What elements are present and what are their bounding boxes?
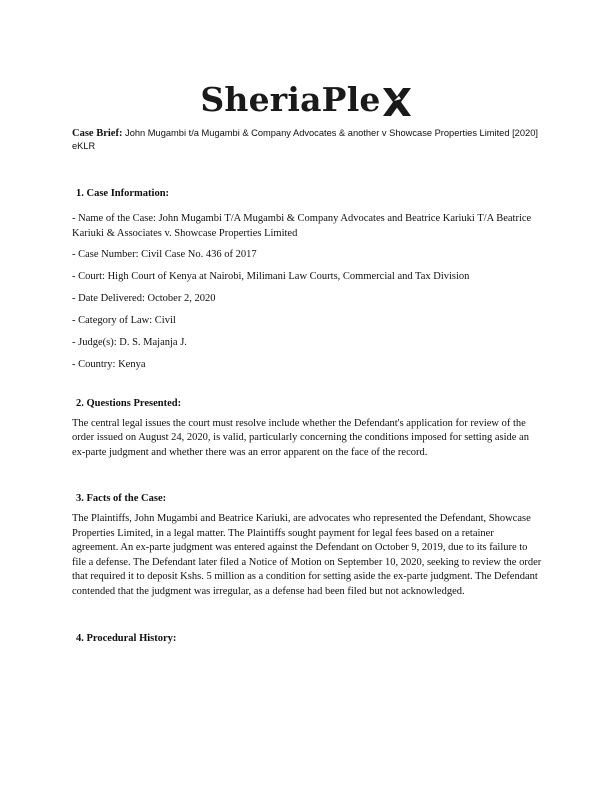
document-body [72,187,542,646]
section-heading-case-information: 1. Case Information: [76,188,170,199]
court-line: - Court: High Court of Kenya at Nairobi, Milimani Law Courts, Commercial and Tax Division [72,271,470,282]
case-number-line: - Case Number: Civil Case No. 436 of 2017 [72,249,257,260]
date-delivered-line: - Date Delivered: October 2, 2020 [72,293,216,304]
country-line: - Country: Kenya [72,359,146,370]
section-heading-questions-presented: 2. Questions Presented: [76,397,182,409]
case-name-line: - Name of the Case: John Mugambi T/A Mugambi & Company Advocates and Beatrice Kariuki T/A Beatrice Kariuki & Associates v. Showcase Properties Limited [72,213,532,239]
section-heading-procedural-history: 4. Procedural History: [76,633,177,644]
case-brief-title: John Mugambi t/a Mugambi & Company Advocates & another v Showcase Properties Limited [2020] eKLR [72,128,538,151]
logo-text: SheriaPle [200,80,381,119]
judges-line: - Judge(s): D. S. Majanja J. [72,337,187,348]
sheriaplex-logo [0,78,612,122]
logo-x-mark [382,85,412,119]
category-line: - Category of Law: Civil [72,315,176,326]
case-brief [72,127,542,153]
questions-presented-body: The central legal issues the court must resolve include whether the Defendant's application for review of the order issued on August 24, 2020, is valid, particularly concerning the conditions imposed for setting aside an ex-parte judgment and whether there was an error apparent on the face of the record. [72,417,529,458]
case-brief-label: Case Brief: [72,128,123,139]
facts-body: The Plaintiffs, John Mugambi and Beatrice Kariuki, are advocates who represented the Defendant, Showcase Properties Limited, in a legal matter. The Plaintiffs sought payment for legal fees based on a retainer agreement. An ex-parte judgment was entered against the Defendant on October 9, 2019, due to its failure to file a defense. The Defendant later filed a Notice of Motion on September 10, 2020, seeking to review the order that required it to deposit Kshs. 5 million as a condition for setting aside the ex-parte judgment. The Defendant contended that the judgment was irregular, as a defense had been filed but not acknowledged. [72,513,542,597]
section-heading-facts: 3. Facts of the Case: [76,493,167,504]
